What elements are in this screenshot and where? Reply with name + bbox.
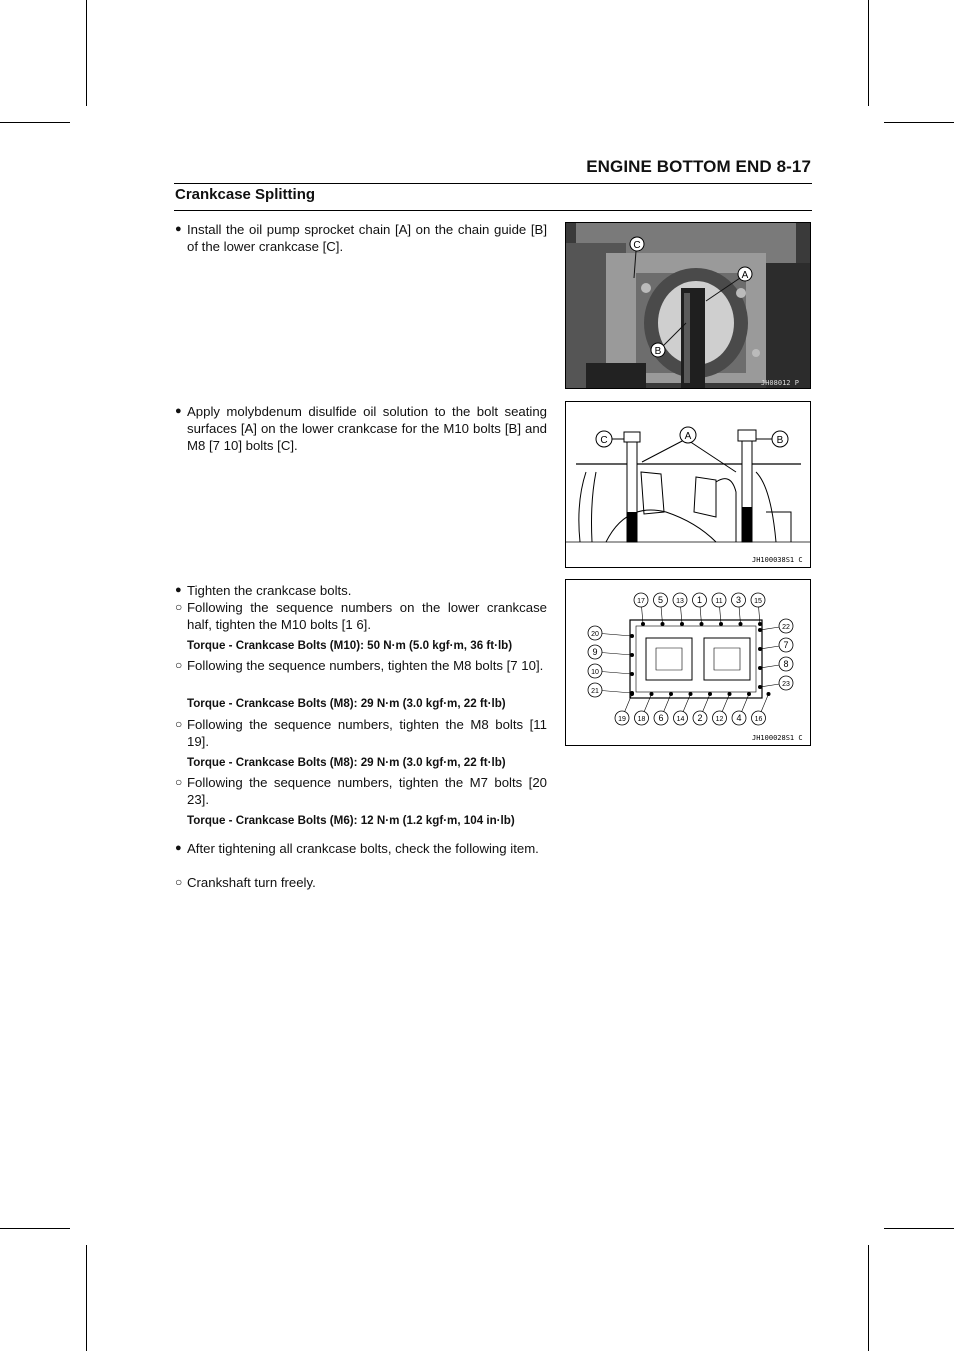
svg-text:A: A xyxy=(741,270,749,281)
step-apply-oil xyxy=(175,403,547,454)
crankcase-photo xyxy=(566,223,811,389)
svg-text:C: C xyxy=(633,240,641,251)
step-text: Install the oil pump sprocket chain [A] on the chain guide [B] of the lower crankcase [C]. xyxy=(187,222,547,254)
svg-text:B: B xyxy=(654,346,662,357)
substep-text: Crankshaft turn freely. xyxy=(187,875,316,890)
substep-m8-b xyxy=(175,716,547,750)
crop-mark-top-left-h xyxy=(0,122,70,123)
open-bullet-icon: ○ xyxy=(175,658,183,672)
page-header-title: ENGINE BOTTOM END 8-17 xyxy=(586,157,811,176)
figure-oil-pump-chain-photo xyxy=(565,222,811,389)
substep-m8-a xyxy=(175,657,547,674)
svg-text:7: 7 xyxy=(783,640,789,650)
crop-mark-bottom-left-v xyxy=(86,1245,87,1351)
svg-text:5: 5 xyxy=(657,595,664,605)
step-text: Tighten the crankcase bolts. xyxy=(187,583,352,598)
svg-text:22: 22 xyxy=(782,624,790,631)
bolt-section-diagram xyxy=(566,402,811,568)
substep-text: Following the sequence numbers, tighten the M8 bolts [11 19]. xyxy=(187,717,547,749)
svg-text:C: C xyxy=(600,435,608,446)
svg-text:10: 10 xyxy=(591,669,599,676)
tightening-sequence-diagram xyxy=(566,580,811,746)
bullet-icon: ● xyxy=(175,842,182,854)
step-text: Apply molybdenum disulfide oil solution to the bolt seating surfaces [A] on the lower crankcase for the M10 bolts [B] and M8 [7 10] bolts [C]. xyxy=(187,404,547,453)
svg-text:8: 8 xyxy=(783,659,789,669)
substep-m10 xyxy=(175,599,547,633)
svg-text:12: 12 xyxy=(715,716,724,723)
callout-a xyxy=(738,267,752,281)
svg-text:2: 2 xyxy=(697,713,703,723)
section-title: Crankcase Splitting xyxy=(175,186,316,203)
bullet-icon: ● xyxy=(175,223,182,235)
svg-text:13: 13 xyxy=(676,598,684,605)
callout-c xyxy=(630,237,644,251)
step-tighten-bolts xyxy=(175,582,547,599)
torque-spec-m10: Torque - Crankcase Bolts (M10): 50 N·m (5.0 kgf·m, 36 ft·lb) xyxy=(187,639,513,652)
svg-text:B: B xyxy=(776,435,784,446)
crop-mark-bottom-left-h xyxy=(0,1228,70,1229)
svg-text:20: 20 xyxy=(591,631,599,638)
figure-tightening-sequence xyxy=(565,579,811,746)
svg-text:21: 21 xyxy=(591,688,599,695)
step-install-chain xyxy=(175,221,547,255)
torque-spec-m8-b: Torque - Crankcase Bolts (M8): 29 N·m (3.0 kgf·m, 22 ft·lb) xyxy=(187,756,506,769)
svg-text:16: 16 xyxy=(754,716,763,723)
svg-text:23: 23 xyxy=(782,681,790,688)
substep-m7 xyxy=(175,774,547,808)
figure-code: JH100028S1 C xyxy=(752,734,803,742)
callout-c xyxy=(596,431,612,447)
open-bullet-icon: ○ xyxy=(175,775,183,789)
substep-crankshaft xyxy=(175,874,547,891)
crop-mark-top-left-v xyxy=(86,0,87,106)
crop-mark-bottom-right-v xyxy=(868,1245,869,1351)
substep-text: Following the sequence numbers, tighten the M8 bolts [7 10]. xyxy=(187,658,544,673)
svg-text:4: 4 xyxy=(736,713,742,723)
open-bullet-icon: ○ xyxy=(175,875,183,889)
svg-text:19: 19 xyxy=(618,716,626,723)
crop-mark-top-right-h xyxy=(884,122,954,123)
substep-text: Following the sequence numbers on the lower crankcase half, tighten the M10 bolts [1 6]. xyxy=(187,600,547,632)
svg-text:11: 11 xyxy=(715,598,723,605)
svg-text:A: A xyxy=(684,431,692,442)
bullet-icon: ● xyxy=(175,405,182,417)
svg-text:15: 15 xyxy=(754,598,762,605)
crop-mark-bottom-right-h xyxy=(884,1228,954,1229)
svg-text:6: 6 xyxy=(658,713,664,723)
callout-b xyxy=(651,343,665,357)
torque-spec-m6: Torque - Crankcase Bolts (M6): 12 N·m (1.2 kgf·m, 104 in·lb) xyxy=(187,814,515,827)
svg-text:18: 18 xyxy=(637,716,646,723)
open-bullet-icon: ○ xyxy=(175,717,183,731)
step-text: After tightening all crankcase bolts, check the following item. xyxy=(187,841,539,856)
open-bullet-icon: ○ xyxy=(175,600,183,614)
svg-text:17: 17 xyxy=(637,598,645,605)
figure-code: JH100038S1 C xyxy=(752,556,803,564)
svg-text:3: 3 xyxy=(735,595,742,605)
svg-text:14: 14 xyxy=(676,716,685,723)
bullet-icon: ● xyxy=(175,584,182,596)
substep-text: Following the sequence numbers, tighten the M7 bolts [20 23]. xyxy=(187,775,547,807)
svg-text:1: 1 xyxy=(696,595,703,605)
crop-mark-top-right-v xyxy=(868,0,869,106)
step-check-items xyxy=(175,840,547,857)
figure-code: JH08012 P xyxy=(761,379,799,387)
callout-a xyxy=(680,427,696,443)
callout-b xyxy=(772,431,788,447)
svg-text:9: 9 xyxy=(592,647,598,657)
section-rule xyxy=(174,210,812,211)
header-rule xyxy=(174,183,812,184)
torque-spec-m8-a: Torque - Crankcase Bolts (M8): 29 N·m (3.0 kgf·m, 22 ft·lb) xyxy=(187,697,506,710)
figure-bolt-seating-diagram xyxy=(565,401,811,568)
